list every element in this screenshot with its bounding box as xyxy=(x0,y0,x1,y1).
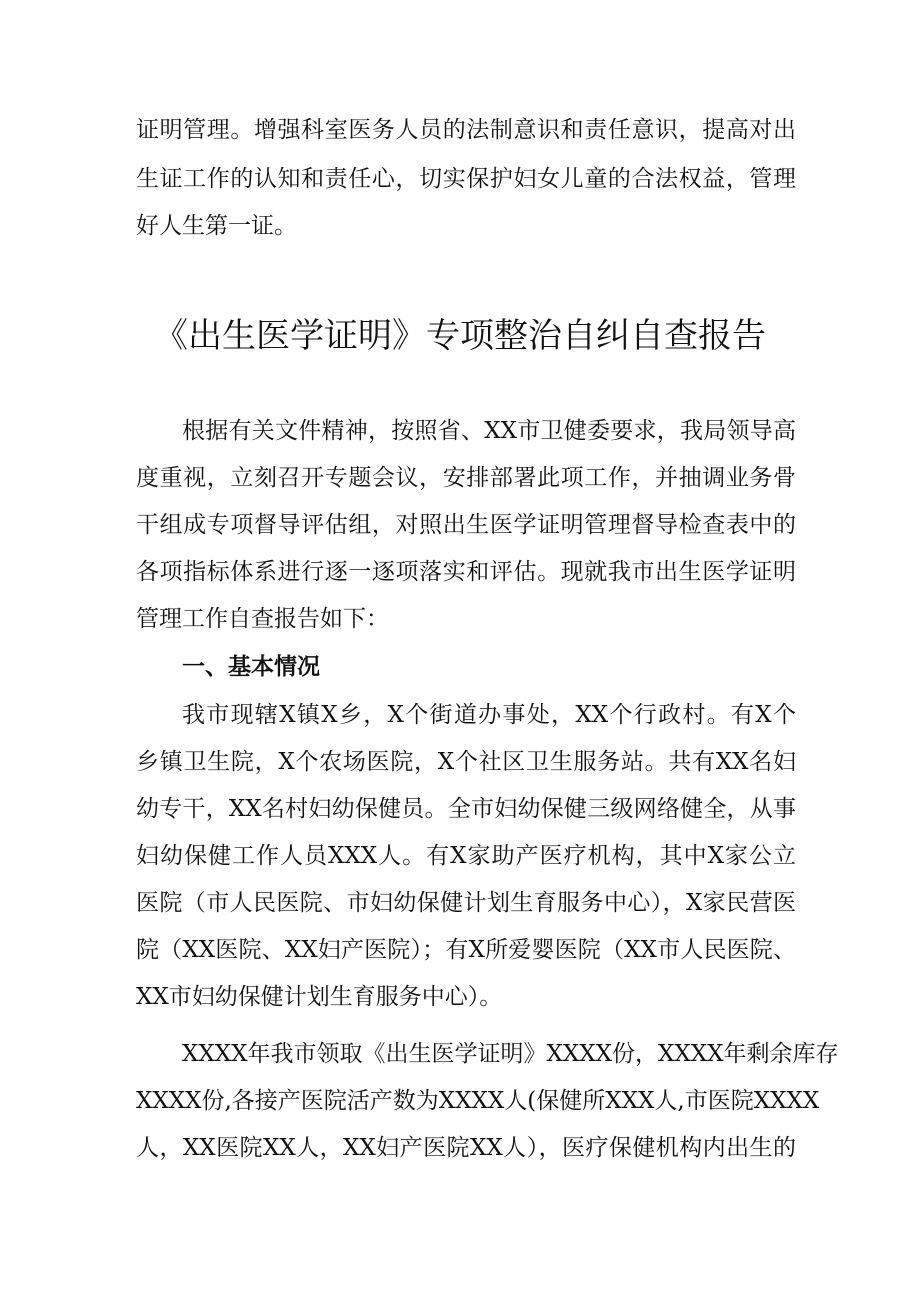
p2-line-5: 医院（市人民医院、市妇幼保健计划生育服务中心），X家民营医 xyxy=(136,890,796,916)
p2-line-3: 幼专干，XX名村妇幼保健员。全市妇幼保健三级网络健全，从事 xyxy=(136,796,796,822)
p2-line-1: 我市现辖X镇X乡，X个街道办事处，XX个行政村。有X个 xyxy=(182,702,796,728)
p3-line-3: 人，XX医院XX人，XX妇产医院XX人），医疗保健机构内出生的 xyxy=(136,1135,796,1161)
section-1-heading: 一、基本情况 xyxy=(182,654,320,680)
p1-line-5: 管理工作自查报告如下： xyxy=(136,606,389,632)
p2-line-7: XX市妇幼保健计划生育服务中心）。 xyxy=(136,984,503,1010)
p2-line-4: 妇幼保健工作人员XXX人。有X家助产医疗机构，其中X家公立 xyxy=(136,843,796,869)
p1-line-1: 根据有关文件精神，按照省、XX市卫健委要求，我局领导高 xyxy=(182,418,796,444)
intro-line-2: 生证工作的认知和责任心，切实保护妇女儿童的合法权益，管理 xyxy=(136,166,796,192)
intro-line-3: 好人生第一证。 xyxy=(136,213,297,239)
p1-line-3: 干组成专项督导评估组，对照出生医学证明管理督导检查表中的 xyxy=(136,512,796,538)
p2-line-6: 院（XX医院、XX妇产医院）；有X所爱婴医院（XX市人民医院、 xyxy=(136,937,796,963)
p3-line-2: XXXX份,各接产医院活产数为XXXX人(保健所XXX人,市医院XXXX xyxy=(136,1088,820,1114)
p2-line-2: 乡镇卫生院，X个农场医院，X个社区卫生服务站。共有XX名妇 xyxy=(136,749,796,775)
p3-line-1: XXXX年我市领取《出生医学证明》XXXX份，XXXX年剩余库存 xyxy=(182,1041,839,1067)
p1-line-2: 度重视，立刻召开专题会议，安排部署此项工作，并抽调业务骨 xyxy=(136,465,796,491)
report-title: 《出生医学证明》专项整治自纠自查报告 xyxy=(154,316,766,356)
intro-line-1: 证明管理。增强科室医务人员的法制意识和责任意识，提高对出 xyxy=(136,117,796,143)
p1-line-4: 各项指标体系进行逐一逐项落实和评估。现就我市出生医学证明 xyxy=(136,559,796,585)
